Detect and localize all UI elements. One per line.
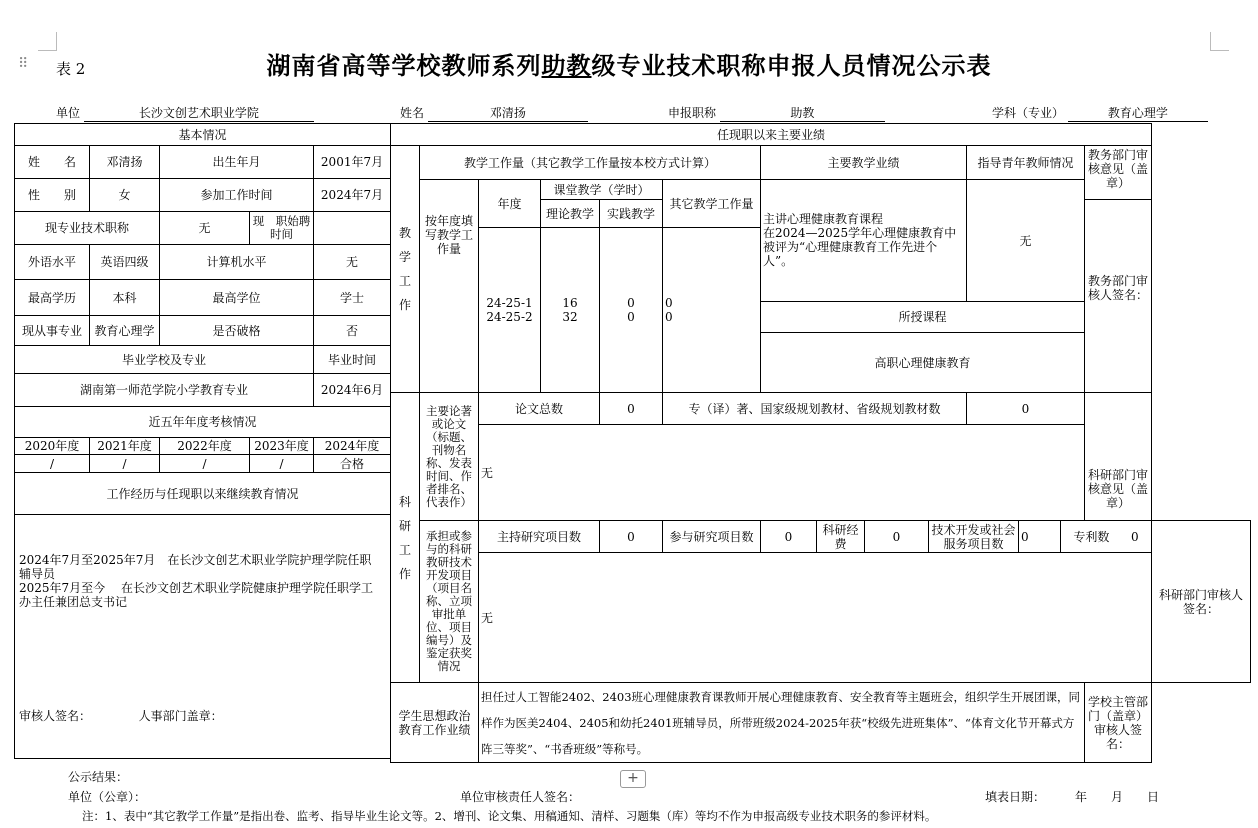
cur-title-label: 现专业技术职称 xyxy=(15,212,160,245)
funds-label: 科研经费 xyxy=(817,521,865,553)
signature-line: 审核人签名： 人事部门盖章： xyxy=(19,709,223,723)
year-values: 24-25-1 24-25-2 xyxy=(479,228,541,393)
appoint-label: 现 职始聘时间 xyxy=(250,212,314,245)
drag-handle-icon[interactable]: ⠿ xyxy=(18,56,27,72)
mentor-header: 指导青年教师情况 xyxy=(967,146,1085,180)
unit-seal-label: 单位（公章）： xyxy=(68,790,147,804)
teaching-side-label: 教学工作 xyxy=(391,146,420,393)
courses-label: 所授课程 xyxy=(761,302,1085,333)
performance-table xyxy=(390,123,1251,763)
fill-label: 按年度填写教学工作量 xyxy=(420,180,479,393)
books-label: 专（译）著、国家级规划教材、省级规划教材数 xyxy=(663,393,967,425)
subject-field: 学科（专业） 教育心理学 xyxy=(992,104,1208,122)
computer-label: 计算机水平 xyxy=(160,245,314,280)
eval-result: / xyxy=(250,455,314,473)
projects-side-label: 承担或参与的科研教研技术开发项目（项目名称、立项审批单位、项目编号）及鉴定获奖情况 xyxy=(420,521,479,683)
tech-value: 0 xyxy=(1019,521,1061,553)
appoint-value xyxy=(314,212,391,245)
basic-info-table xyxy=(14,123,391,759)
computer-value: 无 xyxy=(314,245,391,280)
publicity-label: 公示结果： xyxy=(68,770,129,784)
experience-text: 2024年7月至2025年7月 在长沙文创艺术职业学院护理学院任职辅导员 2025年7月至今 在长沙文创艺术职业学院健康护理学院任职学工办主任兼团总支书记 xyxy=(19,553,373,609)
papers-detail: 无 xyxy=(479,425,1152,521)
patent-label: 专利数 xyxy=(1073,529,1110,544)
page-title: 湖南省高等学校教师系列助教级专业技术职称申报人员情况公示表 xyxy=(266,51,992,80)
break-value: 否 xyxy=(314,316,391,346)
lang-label: 外语水平 xyxy=(15,245,90,280)
experience-header: 工作经历与任现职以来继续教育情况 xyxy=(15,473,391,515)
research-side-label: 科研工作 xyxy=(391,393,420,683)
unit-signer-label: 单位审核责任人签名： xyxy=(460,790,581,804)
break-label: 是否破格 xyxy=(160,316,314,346)
experience-cell xyxy=(15,515,391,759)
other-label: 其它教学工作量 xyxy=(663,180,761,228)
workload-header: 教学工作量（其它教学工作量按本校方式计算） xyxy=(420,146,761,180)
ideo-label: 学生思想政治教育工作业绩 xyxy=(391,683,479,763)
basic-header: 基本情况 xyxy=(15,124,391,146)
work-start-value: 2024年7月 xyxy=(314,179,391,212)
practice-values: 0 0 xyxy=(600,228,663,393)
join-value: 0 xyxy=(761,521,817,553)
dept-opinion: 教务部门审核意见（盖章） xyxy=(1085,146,1152,200)
apply-title-field: 申报职称 助教 xyxy=(668,104,885,122)
class-label: 课堂教学（学时） xyxy=(541,180,663,200)
grad-school-value: 湖南第一师范学院小学教育专业 xyxy=(15,374,314,407)
projects-detail: 无 xyxy=(479,553,1152,683)
fill-date-label: 填表日期： 年 月 日 xyxy=(985,790,1160,804)
grad-time-label: 毕业时间 xyxy=(314,346,391,374)
theory-label: 理论教学 xyxy=(541,200,600,228)
name-label: 姓 名 xyxy=(15,146,90,179)
edu-label: 最高学历 xyxy=(15,280,90,316)
birth-label: 出生年月 xyxy=(160,146,314,179)
eval-year: 2024年度 xyxy=(314,438,391,455)
join-label: 参与研究项目数 xyxy=(663,521,761,553)
name-field: 姓名 邓清扬 xyxy=(400,104,588,122)
main-perf-header: 主要教学业绩 xyxy=(761,146,967,180)
other-values: 0 0 xyxy=(663,228,761,393)
degree-value: 学士 xyxy=(314,280,391,316)
eval-result: 合格 xyxy=(314,455,391,473)
cur-title-value: 无 xyxy=(160,212,250,245)
perf-header: 任现职以来主要业绩 xyxy=(391,124,1152,146)
add-row-icon[interactable]: + xyxy=(620,770,646,788)
gender-label: 性 别 xyxy=(15,179,90,212)
papers-total-value: 0 xyxy=(600,393,663,425)
courses-value: 高职心理健康教育 xyxy=(761,333,1085,393)
ideo-text: 担任过人工智能2402、2403班心理健康教育课教师开展心理健康教育、安全教育等主题班会，组织学生开展团课，同样作为医美2404、2405和幼托2401班辅导员，所带班级2024-2025年获“校级先进班集体”、“体育文化节开幕式方阵三等奖”、“书香班级”等称号。 xyxy=(479,683,1085,763)
funds-value: 0 xyxy=(865,521,929,553)
birth-value: 2001年7月 xyxy=(314,146,391,179)
sci-signer: 科研部门审核人签名： xyxy=(1152,521,1251,683)
papers-side-label: 主要论著或论文（标题、刊物名称、发表时间、作者排名、代表作） xyxy=(420,393,479,521)
practice-label: 实践教学 xyxy=(600,200,663,228)
eval-year: 2020年度 xyxy=(15,438,90,455)
table-label: 表 2 xyxy=(56,60,86,78)
eval-result: / xyxy=(90,455,160,473)
eval-result: / xyxy=(15,455,90,473)
host-value: 0 xyxy=(600,521,663,553)
host-label: 主持研究项目数 xyxy=(479,521,600,553)
dept-signer: 教务部门审核人签名： xyxy=(1085,200,1152,393)
eval-year: 2022年度 xyxy=(160,438,250,455)
theory-values: 16 32 xyxy=(541,228,600,393)
major-label: 现从事专业 xyxy=(15,316,90,346)
year-label: 年度 xyxy=(479,180,541,228)
books-value: 0 xyxy=(967,393,1085,425)
main-perf-cell: 主讲心理健康教育课程 在2024—2025学年心理健康教育中被评为“心理健康教育工作先进个人”。 xyxy=(761,180,967,302)
footnote: 注：1、表中“其它教学工作量”是指出卷、监考、指导毕业生论文等。2、增刊、论文集、用稿通知、清样、习题集（库）等均不作为申报高级专业技术职务的参评材料。 xyxy=(82,809,937,823)
eval-year: 2023年度 xyxy=(250,438,314,455)
name-value: 邓清扬 xyxy=(90,146,160,179)
sci-opinion: 科研部门审核意见（盖章） xyxy=(1085,393,1152,521)
edu-value: 本科 xyxy=(90,280,160,316)
eval-year: 2021年度 xyxy=(90,438,160,455)
lang-value: 英语四级 xyxy=(90,245,160,280)
grad-school-label: 毕业学校及专业 xyxy=(15,346,314,374)
grad-time-value: 2024年6月 xyxy=(314,374,391,407)
school-opinion: 学校主管部门（盖章）审核人签名： xyxy=(1085,683,1152,763)
patent-row xyxy=(1061,521,1152,553)
patent-value: 0 xyxy=(1131,529,1139,544)
title-level: 助教 xyxy=(541,51,592,80)
major-value: 教育心理学 xyxy=(90,316,160,346)
degree-label: 最高学位 xyxy=(160,280,314,316)
eval-result: / xyxy=(160,455,250,473)
gender-value: 女 xyxy=(90,179,160,212)
unit-field: 单位 长沙文创艺术职业学院 xyxy=(56,104,314,122)
eval-header: 近五年年度考核情况 xyxy=(15,407,391,438)
mentor-value: 无 xyxy=(967,180,1085,302)
work-start-label: 参加工作时间 xyxy=(160,179,314,212)
tech-label: 技术开发或社会服务项目数 xyxy=(929,521,1019,553)
papers-total-label: 论文总数 xyxy=(479,393,600,425)
